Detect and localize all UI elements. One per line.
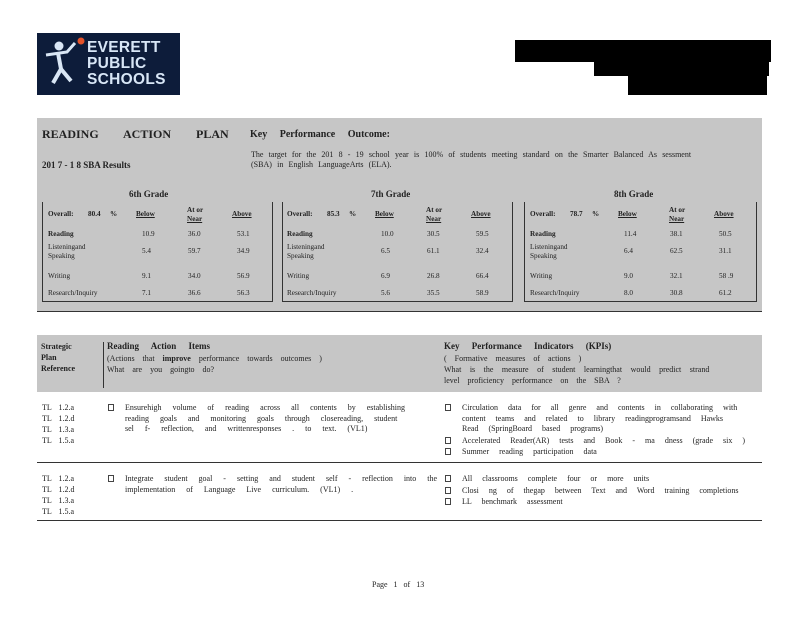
overall-label: Overall: <box>48 210 74 218</box>
kpi-text: Closi ng of thegap between Text and Word training completions <box>462 485 739 495</box>
checkbox-bullet-icon <box>108 404 114 411</box>
row-divider <box>37 520 762 521</box>
district-logo <box>37 33 180 95</box>
value-near: 35.5 <box>427 289 440 297</box>
value-near: 34.0 <box>188 272 201 280</box>
kpi-text: Accelerated Reader(AR) tests and Book - ma dness (grade six ) <box>462 435 746 445</box>
page-number: Page 1 of 13 <box>372 580 425 589</box>
row-label: Writing <box>530 272 553 280</box>
value-above: 50.5 <box>719 230 732 238</box>
column-header-above: Above <box>232 210 252 218</box>
column-header-below: Below <box>375 210 394 218</box>
value-below: 9.1 <box>142 272 151 280</box>
value-near: 62.5 <box>670 247 683 255</box>
outcome-text: The target for the 201 8 - 19 school year is 100% of students meeting standard on the Smarter Balanced As sessment <box>251 150 692 159</box>
row-label: Speaking <box>530 252 557 260</box>
row-label: Reading <box>287 230 313 238</box>
value-below: 6.5 <box>381 247 390 255</box>
action-items-title: Reading Action Items <box>107 341 210 351</box>
overall-value: 80.4 <box>88 210 101 218</box>
action-item-text: sel f- reflection, and writtenresponses . to text. (VL1) <box>125 424 368 433</box>
logo-line-1: EVERETT <box>87 39 161 56</box>
value-below: 10.9 <box>142 230 155 238</box>
column-header-above: Above <box>471 210 491 218</box>
column-header-below: Below <box>136 210 155 218</box>
overall-value: 78.7 <box>570 210 583 218</box>
outcome-label: Key Performance Outcome: <box>250 129 390 140</box>
value-near: 38.1 <box>670 230 683 238</box>
kpi-title: Key Performance Indicators (KPIs) <box>444 341 612 351</box>
strategic-reference: TL 1.2.d <box>42 485 75 494</box>
strategic-reference: TL 1.2.a <box>42 474 75 483</box>
column-header-above: Above <box>714 210 734 218</box>
strategic-reference: TL 1.3.a <box>42 496 75 505</box>
column-header-below: Below <box>618 210 637 218</box>
action-item-text: reading goals and monitoring goals through closereading, student <box>125 413 398 423</box>
overall-pct: % <box>592 210 600 218</box>
overall-value: 85.3 <box>327 210 340 218</box>
redaction-block <box>515 40 771 62</box>
value-near: 36.0 <box>188 230 201 238</box>
overall-label: Overall: <box>287 210 313 218</box>
results-label: 201 7 - 1 8 SBA Results <box>42 160 131 170</box>
value-below: 9.0 <box>624 272 633 280</box>
checkbox-bullet-icon <box>108 475 114 482</box>
value-below: 6.9 <box>381 272 390 280</box>
row-divider <box>37 462 762 463</box>
checkbox-bullet-icon <box>445 404 451 411</box>
value-above: 59.5 <box>476 230 489 238</box>
row-label: Research/Inquiry <box>287 289 337 297</box>
kpi-text: Read (SpringBoard based programs) <box>462 424 604 433</box>
row-label: Research/Inquiry <box>48 289 98 297</box>
row-label: Research/Inquiry <box>530 289 580 297</box>
checkbox-bullet-icon <box>445 498 451 505</box>
action-item-text: Ensurehigh volume of reading across all contents by establishing <box>125 403 405 412</box>
strategic-reference: TL 1.3.a <box>42 425 75 434</box>
row-label: Reading <box>530 230 556 238</box>
value-above: 34.9 <box>237 247 250 255</box>
row-label: Listeningand <box>48 243 86 251</box>
redaction-block <box>628 74 767 95</box>
kpi-text: Summer reading participation data <box>462 447 597 456</box>
value-above: 66.4 <box>476 272 489 280</box>
checkbox-bullet-icon <box>445 448 451 455</box>
value-below: 7.1 <box>142 289 151 297</box>
row-label: Writing <box>287 272 310 280</box>
value-near: 61.1 <box>427 247 440 255</box>
column-header-near: Near <box>669 215 685 223</box>
value-below: 6.4 <box>624 247 633 255</box>
action-item-text: implementation of Language Live curriculum. (VL1) . <box>125 484 354 494</box>
kpi-subtitle: ( Formative measures of actions ) <box>444 354 582 363</box>
value-below: 5.6 <box>381 289 390 297</box>
column-header-near: At or <box>669 206 686 214</box>
action-items-question: What are you goingto do? <box>107 365 215 374</box>
value-above: 58 .9 <box>719 272 734 280</box>
column-divider <box>103 342 104 388</box>
checkbox-bullet-icon <box>445 475 451 482</box>
row-label: Speaking <box>48 252 75 260</box>
value-above: 56.9 <box>237 272 250 280</box>
value-above: 58.9 <box>476 289 489 297</box>
row-label: Listeningand <box>530 243 568 251</box>
value-near: 26.8 <box>427 272 440 280</box>
column-header-near: Near <box>426 215 442 223</box>
value-above: 31.1 <box>719 247 732 255</box>
value-below: 11.4 <box>624 230 637 238</box>
value-above: 61.2 <box>719 289 732 297</box>
action-items-subtitle: (Actions that improve performance towards outcomes ) <box>107 354 322 363</box>
column-header-near: At or <box>426 206 443 214</box>
overall-label: Overall: <box>530 210 556 218</box>
value-above: 53.1 <box>237 230 250 238</box>
logo-line-3: SCHOOLS <box>87 71 166 88</box>
column-header-near: At or <box>187 206 204 214</box>
grade-title: 7th Grade <box>371 189 411 199</box>
row-label: Listeningand <box>287 243 325 251</box>
runner-icon <box>37 33 87 95</box>
value-near: 32.1 <box>670 272 683 280</box>
checkbox-bullet-icon <box>445 487 451 494</box>
grade-title: 8th Grade <box>614 189 654 199</box>
value-above: 32.4 <box>476 247 489 255</box>
strategic-reference: TL 1.5.a <box>42 436 75 445</box>
column-header-near: Near <box>187 215 203 223</box>
value-below: 5.4 <box>142 247 151 255</box>
kpi-text: All classrooms complete four or more units <box>462 474 650 483</box>
strategic-reference: TL 1.5.a <box>42 507 75 516</box>
row-label: Speaking <box>287 252 314 260</box>
row-label: Writing <box>48 272 71 280</box>
outcome-text: (SBA) in English LanguageArts (ELA). <box>251 160 392 169</box>
value-near: 30.5 <box>427 230 440 238</box>
value-below: 8.0 <box>624 289 633 297</box>
overall-pct: % <box>110 210 118 218</box>
value-near: 36.6 <box>188 289 201 297</box>
kpi-text: content teams and related to library readingprogramsand Hawks <box>462 413 724 423</box>
value-near: 59.7 <box>188 247 201 255</box>
kpi-text: Circulation data for all genre and contents in collaborating with <box>462 403 738 412</box>
strategic-header: Strategic Plan Reference <box>41 342 76 373</box>
checkbox-bullet-icon <box>445 437 451 444</box>
divider <box>37 311 762 312</box>
kpi-text: LL benchmark assessment <box>462 497 563 506</box>
row-label: Reading <box>48 230 74 238</box>
kpi-question: What is the measure of student learningthat would predict strand <box>444 365 710 374</box>
value-above: 56.3 <box>237 289 250 297</box>
strategic-reference: TL 1.2.a <box>42 403 75 412</box>
action-item-text: Integrate student goal - setting and student self - reflection into the <box>125 474 438 483</box>
overall-pct: % <box>349 210 357 218</box>
logo-line-2: PUBLIC <box>87 55 147 72</box>
value-near: 30.8 <box>670 289 683 297</box>
value-below: 10.0 <box>381 230 394 238</box>
grade-title: 6th Grade <box>129 189 169 199</box>
kpi-question: level proficiency performance on the SBA ? <box>444 376 621 385</box>
page-title: READING ACTION PLAN <box>42 127 229 141</box>
strategic-reference: TL 1.2.d <box>42 414 75 423</box>
